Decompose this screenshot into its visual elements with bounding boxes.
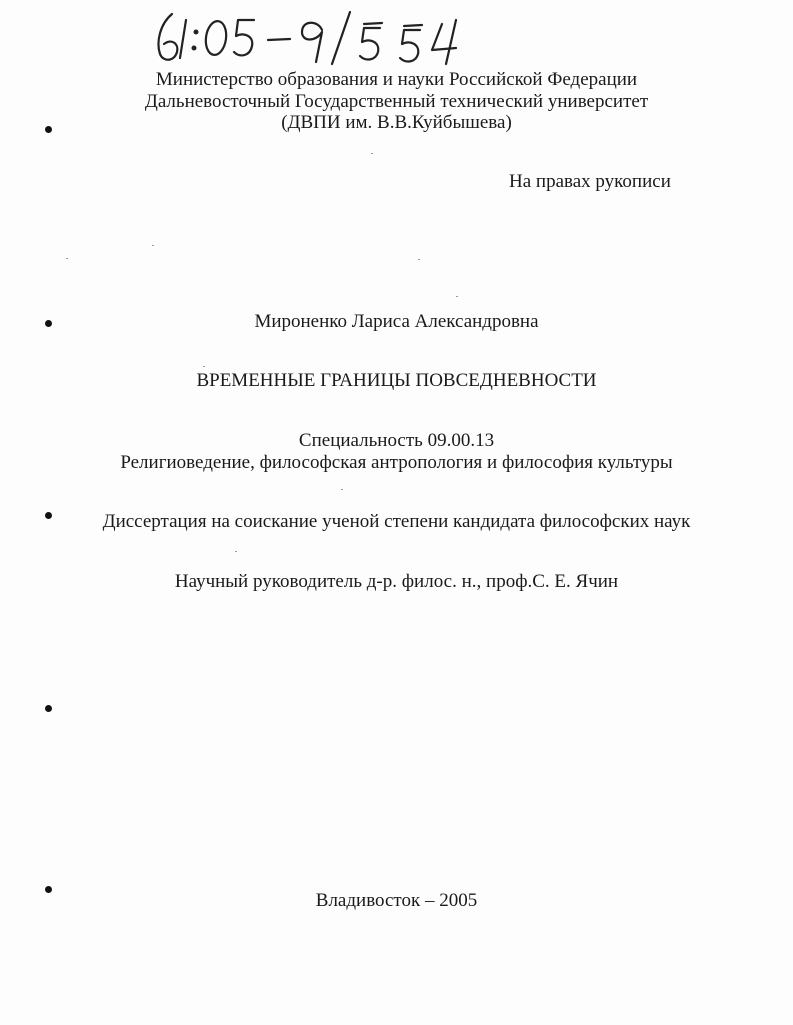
scan-speck bbox=[456, 296, 458, 297]
rights-note: На правах рукописи bbox=[509, 171, 671, 192]
specialty-code: Специальность 09.00.13 bbox=[298, 430, 495, 451]
scan-speck bbox=[152, 245, 154, 246]
specialty-name: Религиоведение, философская антропология и философия культуры bbox=[120, 452, 673, 473]
scan-speck bbox=[66, 258, 68, 259]
scan-speck bbox=[418, 259, 420, 260]
dissertation-title: ВРЕМЕННЫЕ ГРАНИЦЫ ПОВСЕДНЕВНОСТИ bbox=[196, 370, 597, 391]
punch-hole bbox=[45, 705, 52, 712]
scan-speck bbox=[371, 153, 373, 154]
punch-hole bbox=[45, 512, 52, 519]
university-line: Дальневосточный Государственный технический университет bbox=[144, 91, 649, 112]
punch-hole bbox=[45, 126, 52, 133]
city-year: Владивосток – 2005 bbox=[315, 890, 478, 911]
institute-line: (ДВПИ им. В.В.Куйбышева) bbox=[281, 112, 512, 133]
punch-hole bbox=[45, 320, 52, 327]
scan-speck bbox=[203, 366, 205, 367]
ministry-line: Министерство образования и науки Российской Федерации bbox=[155, 69, 638, 90]
handwritten-archive-mark bbox=[150, 6, 480, 68]
supervisor-line: Научный руководитель д-р. филос. н., проф.С. Е. Ячин bbox=[174, 571, 619, 592]
scan-speck bbox=[235, 551, 237, 552]
punch-hole bbox=[45, 886, 52, 893]
scan-speck bbox=[341, 489, 343, 490]
degree-statement: Диссертация на соискание ученой степени кандидата философских наук bbox=[102, 511, 691, 532]
author-name: Мироненко Лариса Александровна bbox=[254, 311, 539, 332]
